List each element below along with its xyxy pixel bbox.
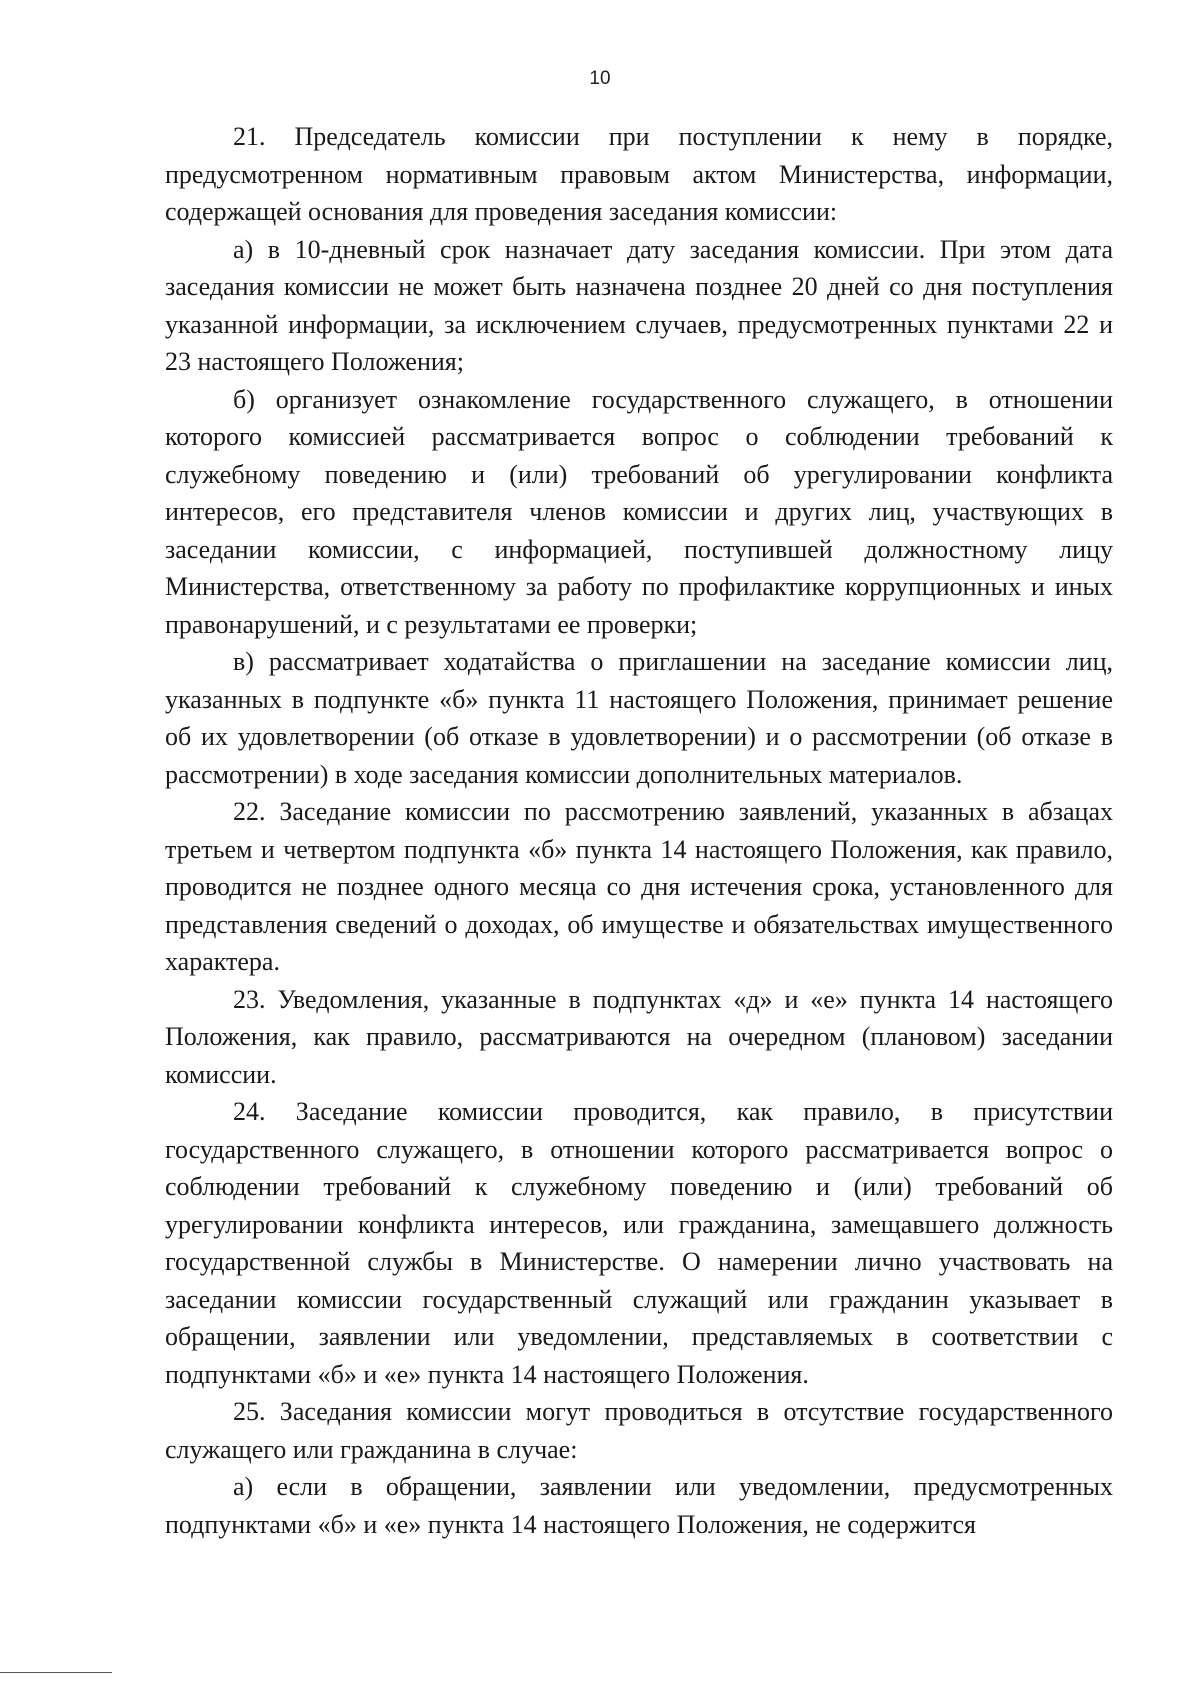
page-number: 10 bbox=[589, 68, 611, 89]
paragraph-21-v: в) рассматривает ходатайства о приглашении на заседание комиссии лиц, указанных в подпункте «б» пункта 11 настоящего Положения, принимает решение об их удовлетворении (об отказе в удовлетворении) и о рассмотрении (об отказе в рассмотрении) в ходе заседания комиссии дополнительных материалов. bbox=[165, 647, 1113, 789]
footnote-divider bbox=[0, 1672, 112, 1673]
document-body bbox=[165, 118, 1113, 1543]
paragraph-24: 24. Заседание комиссии проводится, как правило, в присутствии государственного служащего, в отношении которого рассматривается вопрос о соблюдении требований к служебному поведению и (или) требований об урегулировании конфликта интересов, или гражданина, замещавшего должность государственной службы в Министерстве. О намерении лично участвовать на заседании комиссии государственный служащий или гражданин указывает в обращении, заявлении или уведомлении, представляемых в соответствии с подпунктами «б» и «е» пункта 14 настоящего Положения. bbox=[165, 1097, 1113, 1389]
paragraph-22: 22. Заседание комиссии по рассмотрению заявлений, указанных в абзацах третьем и четвертом подпункта «б» пункта 14 настоящего Положения, как правило, проводится не позднее одного месяца со дня истечения срока, установленного для представления сведений о доходах, об имуществе и обязательствах имущественного характера. bbox=[165, 797, 1113, 976]
paragraph-25: 25. Заседания комиссии могут проводиться в отсутствие государственного служащего или гражданина в случае: bbox=[165, 1397, 1113, 1464]
paragraph-25-a: а) если в обращении, заявлении или уведомлении, предусмотренных подпунктами «б» и «е» пункта 14 настоящего Положения, не содержится bbox=[165, 1472, 1113, 1539]
paragraph-21: 21. Председатель комиссии при поступлении к нему в порядке, предусмотренном нормативным правовым актом Министерства, информации, содержащей основания для проведения заседания комиссии: bbox=[165, 122, 1113, 226]
paragraph-23: 23. Уведомления, указанные в подпунктах «д» и «е» пункта 14 настоящего Положения, как правило, рассматриваются на очередном (плановом) заседании комиссии. bbox=[165, 984, 1113, 1089]
paragraph-21-a: а) в 10-дневный срок назначает дату заседания комиссии. При этом дата заседания комиссии не может быть назначена позднее 20 дней со дня поступления указанной информации, за исключением случаев, предусмотренных пунктами 22 и 23 настоящего Положения; bbox=[165, 234, 1113, 376]
paragraph-21-b: б) организует ознакомление государственного служащего, в отношении которого комиссией рассматривается вопрос о соблюдении требований к служебному поведению и (или) требований об урегулировании конфликта интересов, его представителя членов комиссии и других лиц, участвующих в заседании комиссии, с информацией, поступившей должностному лицу Министерства, ответственному за работу по профилактике коррупционных и иных правонарушений, и с результатами ее проверки; bbox=[165, 384, 1113, 639]
